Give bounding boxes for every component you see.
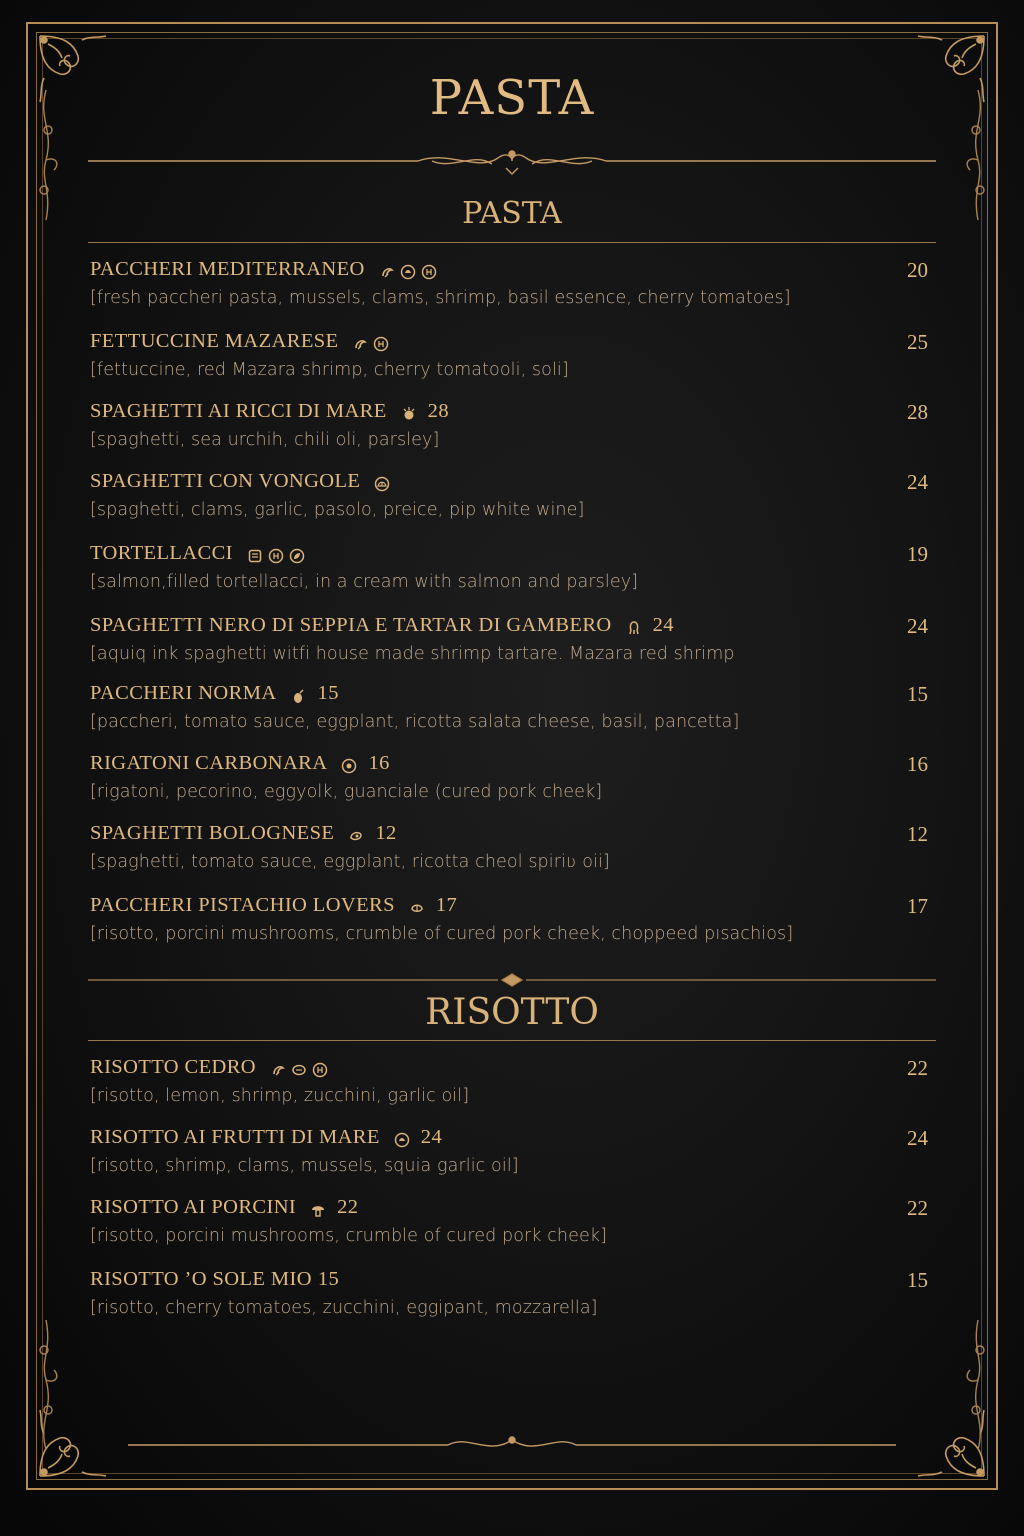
menu-item-description: [paccheri, tomato sauce, eggplant, ricotta salata cheese, basil, pancetta] (90, 712, 740, 732)
dietary-icons (374, 472, 395, 495)
menu-item-description: [risotto, cherry tomatoes, zucchini, eggipant, mozzarella] (90, 1298, 598, 1318)
menu-item-inline-price: 16 (368, 752, 390, 774)
side-scroll-ornament-icon (34, 1290, 74, 1450)
menu-item-inline-price: 22 (337, 1196, 359, 1218)
menu-item-title (90, 1268, 339, 1291)
shrimp-icon (270, 1062, 286, 1078)
menu-item-name: PACCHERI PISTACHIO LOVERS (90, 894, 395, 916)
menu-item-name: SPAGHETTI CON VONGOLE (90, 470, 361, 492)
meat-icon (348, 828, 364, 844)
menu-item-description: [risotto, porcini mushrooms, crumble of cured pork cheek] (90, 1226, 608, 1246)
seafood-icon (400, 264, 416, 280)
menu-item-title (90, 258, 442, 283)
fish-icon (268, 548, 284, 564)
dietary-icons (270, 1058, 333, 1081)
bottom-divider-ornament (88, 1430, 936, 1460)
menu-item-description: [risotto, porcini mushrooms, crumble of cured pork cheek, choppeed pısachios] (90, 924, 794, 944)
menu-item-name: RISOTTO AI FRUTTI DI MARE (90, 1126, 380, 1148)
menu-item-price: 22 (907, 1196, 928, 1220)
menu-item-description: [fettuccine, red Mazara shrimp, cherry tomatooli, soli] (90, 360, 569, 380)
menu-item-description: [risotto, lemon, shrimp, zucchini, garlic oil] (90, 1086, 470, 1106)
menu-item-title (90, 1056, 333, 1081)
menu-item-price: 16 (907, 752, 928, 776)
eggplant-icon (291, 688, 307, 704)
dietary-icons (394, 1128, 415, 1151)
menu-item-title (90, 330, 394, 355)
menu-item-title (90, 614, 674, 639)
mushroom-icon (310, 1202, 326, 1218)
menu-item-description: [spaghetti, tomato sauce, eggplant, ricotta cheol spiriʋ oii] (90, 852, 610, 872)
dietary-icons (401, 402, 422, 425)
squid-icon (626, 620, 642, 636)
menu-item-description: [salmon,filled tortellacci, in a cream with salmon and parsley] (90, 572, 639, 592)
menu-item-price: 12 (907, 822, 928, 846)
herb-icon (289, 548, 305, 564)
menu-item-price: 15 (907, 1268, 928, 1292)
dietary-icons (626, 616, 647, 639)
dietary-icons (409, 896, 430, 919)
fish-icon (373, 336, 389, 352)
menu-item-name: RISOTTO AI PORCINI (90, 1196, 297, 1218)
menu-item-inline-price: 12 (375, 822, 397, 844)
menu-item-price: 20 (907, 258, 928, 282)
menu-item-description: [fresh paccheri pasta, mussels, clams, shrimp, basil essence, cherry tomatoes] (90, 288, 791, 308)
pasta-icon (247, 548, 263, 564)
menu-item-inline-price: 17 (435, 894, 458, 916)
menu-item-name: FETTUCCINE MAZARESE (90, 330, 339, 352)
section-divider-ornament (88, 970, 936, 990)
menu-item-title (90, 470, 395, 495)
menu-item-name: SPAGHETTI BOLOGNESE (90, 822, 335, 844)
menu-item-name: RISOTTO ’O SOLE MIO (90, 1268, 312, 1290)
menu-item-price: 19 (907, 542, 928, 566)
menu-item-price: 24 (907, 614, 928, 638)
menu-item-description: [risotto, shrimp, clams, mussels, squia garlic oil] (90, 1156, 519, 1176)
menu-item-price: 15 (907, 682, 928, 706)
section-title-risotto: RISOTTO (425, 992, 599, 1033)
section-rule (88, 1040, 936, 1041)
menu-item-name: TORTELLACCI (90, 542, 233, 564)
sea-urchin-icon (401, 406, 417, 422)
title-divider-ornament (88, 146, 936, 176)
nut-icon (409, 900, 425, 916)
menu-item-name: PACCHERI NORMA (90, 682, 277, 704)
dietary-icons (341, 754, 362, 777)
shrimp-icon (379, 264, 395, 280)
menu-item-inline-price: 15 (317, 682, 339, 704)
menu-item-title (90, 542, 310, 567)
section-rule (88, 242, 936, 243)
shrimp-icon (352, 336, 368, 352)
seafood-icon (394, 1132, 410, 1148)
menu-item-price: 24 (907, 1126, 928, 1150)
lemon-icon (291, 1062, 307, 1078)
menu-item-title (90, 1196, 358, 1221)
section-title-pasta: PASTA (462, 196, 562, 231)
dietary-icons (310, 1198, 331, 1221)
menu-item-title (90, 1126, 442, 1151)
menu-item-name: SPAGHETTI NERO DI SEPPIA E TARTAR DI GAMBERO (90, 614, 612, 636)
menu-item-name: PACCHERI MEDITERRANEO (90, 258, 365, 280)
fish-icon (421, 264, 437, 280)
clam-icon (374, 476, 390, 492)
menu-item-name: RIGATONI CARBONARA (90, 752, 328, 774)
dietary-icons (379, 260, 442, 283)
menu-item-price: 17 (907, 894, 928, 918)
menu-item-price: 24 (907, 470, 928, 494)
menu-item-title (90, 752, 390, 777)
menu-item-description: [spaghetti, sea urchih, chili oli, parsley] (90, 430, 440, 450)
menu-item-title (90, 822, 397, 847)
menu-item-title (90, 682, 339, 707)
menu-item-title (90, 894, 457, 919)
menu-title: PASTA (429, 70, 595, 126)
menu-item-description: [spaghetti, clams, garlic, pasolo, preice, pip white wine] (90, 500, 585, 520)
dietary-icons (348, 824, 369, 847)
menu-item-inline-price: 15 (317, 1268, 340, 1290)
dietary-icons (247, 544, 310, 567)
menu-item-price: 25 (907, 330, 928, 354)
menu-item-name: RISOTTO CEDRO (90, 1056, 256, 1078)
dietary-icons (352, 332, 394, 355)
menu-item-description: [rigatoni, pecorino, eggyolk, guanciale (cured pork cheek] (90, 782, 603, 802)
menu-item-name: SPAGHETTI AI RICCI DI MARE (90, 400, 387, 422)
menu-item-inline-price: 24 (420, 1126, 443, 1148)
dietary-icons (291, 684, 312, 707)
menu-item-inline-price: 28 (427, 400, 449, 422)
egg-icon (341, 758, 357, 774)
side-scroll-ornament-icon (950, 1290, 990, 1450)
menu-item-inline-price: 24 (652, 614, 674, 636)
menu-item-description: [aquiq ink spaghetti witfi house made shrimp tartare. Mazara red shrimp (90, 644, 735, 664)
menu-item-price: 22 (907, 1056, 928, 1080)
menu-item-title (90, 400, 449, 425)
fish-icon (312, 1062, 328, 1078)
menu-item-price: 28 (907, 400, 928, 424)
